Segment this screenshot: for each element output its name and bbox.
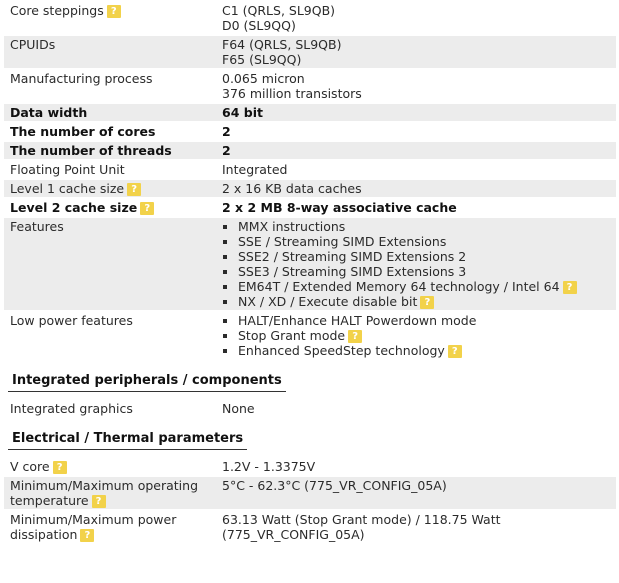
- list-item: [238, 313, 612, 328]
- list-item-text: SSE / Streaming SIMD Extensions: [238, 234, 447, 249]
- spec-label-cell: [4, 36, 216, 68]
- spec-value-cell: [216, 142, 616, 159]
- spec-value: 2: [222, 143, 231, 158]
- spec-value-cell: [216, 36, 616, 68]
- spec-label-cell: [4, 161, 216, 178]
- spec-value: D0 (SL9QQ): [222, 18, 296, 33]
- list-item-text: SSE3 / Streaming SIMD Extensions 3: [238, 264, 467, 279]
- spec-label: Core steppings: [10, 3, 104, 18]
- section-title-peripherals: Integrated peripherals / components: [8, 373, 286, 392]
- spec-row: [4, 2, 616, 34]
- spec-value: 5°C - 62.3°C (775_VR_CONFIG_05A): [222, 478, 447, 493]
- spec-value-cell: [216, 400, 616, 417]
- spec-value: F64 (QRLS, SL9QB): [222, 37, 342, 52]
- spec-value-cell: [216, 199, 616, 216]
- list-item: [238, 219, 612, 234]
- spec-row: [4, 180, 616, 197]
- question-mark-icon[interactable]: ?: [127, 183, 141, 196]
- features-list: [222, 219, 612, 309]
- spec-table-peripherals: [4, 398, 616, 419]
- spec-value: Integrated: [222, 162, 288, 177]
- spec-table-main: [4, 0, 616, 361]
- question-mark-icon[interactable]: ?: [448, 345, 462, 358]
- spec-value: 64 bit: [222, 105, 263, 120]
- spec-label: Features: [4, 218, 216, 310]
- list-item-text: EM64T / Extended Memory 64 technology / Intel 64: [238, 279, 560, 294]
- spec-row: [4, 104, 616, 121]
- spec-table-electrical: [4, 456, 616, 545]
- spec-value-cell: [216, 70, 616, 102]
- list-item-text: Stop Grant mode: [238, 328, 346, 343]
- list-item-text: Enhanced SpeedStep technology: [238, 343, 445, 358]
- spec-row: [4, 458, 616, 475]
- low_power-row: [4, 312, 616, 359]
- spec-value-cell: [216, 123, 616, 140]
- features-row: [4, 218, 616, 310]
- spec-value: F65 (SL9QQ): [222, 52, 302, 67]
- spec-label: V core: [10, 459, 50, 474]
- spec-value: 2 x 2 MB 8-way associative cache: [222, 200, 457, 215]
- spec-label-cell: [4, 511, 216, 543]
- spec-row: [4, 400, 616, 417]
- spec-row: [4, 36, 616, 68]
- list-item: [238, 343, 612, 358]
- spec-value: 2 x 16 KB data caches: [222, 181, 362, 196]
- spec-value: C1 (QRLS, SL9QB): [222, 3, 336, 18]
- list-item-text: NX / XD / Execute disable bit: [238, 294, 418, 309]
- spec-label: Integrated graphics: [10, 401, 133, 416]
- question-mark-icon[interactable]: ?: [107, 5, 121, 18]
- spec-label-cell: [4, 180, 216, 197]
- list-item-text: SSE2 / Streaming SIMD Extensions 2: [238, 249, 467, 264]
- low_power-list: [222, 313, 612, 358]
- spec-label-cell: [4, 2, 216, 34]
- spec-label-cell: [4, 458, 216, 475]
- question-mark-icon[interactable]: ?: [563, 281, 577, 294]
- spec-label-cell: [4, 477, 216, 509]
- list-item: [238, 294, 612, 309]
- question-mark-icon[interactable]: ?: [92, 495, 106, 508]
- spec-value-cell: [216, 312, 616, 359]
- spec-row: [4, 511, 616, 543]
- spec-label-cell: [4, 400, 216, 417]
- spec-label-cell: [4, 142, 216, 159]
- spec-value: 0.065 micron: [222, 71, 305, 86]
- spec-row: [4, 70, 616, 102]
- spec-value: (775_VR_CONFIG_05A): [222, 527, 365, 542]
- spec-value-cell: [216, 218, 616, 310]
- list-item: [238, 328, 612, 343]
- spec-value-cell: [216, 477, 616, 509]
- question-mark-icon[interactable]: ?: [80, 529, 94, 542]
- spec-label: The number of threads: [10, 143, 172, 158]
- spec-label: Floating Point Unit: [10, 162, 125, 177]
- list-item-text: HALT/Enhance HALT Powerdown mode: [238, 313, 477, 328]
- spec-value-cell: [216, 104, 616, 121]
- spec-label-cell: [4, 104, 216, 121]
- spec-label: Minimum/Maximum operating temperature: [10, 478, 199, 508]
- section-title-electrical: Electrical / Thermal parameters: [8, 431, 247, 450]
- question-mark-icon[interactable]: ?: [140, 202, 154, 215]
- spec-label: Level 1 cache size: [10, 181, 125, 196]
- spec-label: Minimum/Maximum power dissipation: [10, 512, 177, 542]
- spec-label-cell: [4, 199, 216, 216]
- spec-row: [4, 199, 616, 216]
- spec-label: Level 2 cache size: [10, 200, 138, 215]
- spec-value-cell: [216, 2, 616, 34]
- spec-label: The number of cores: [10, 124, 156, 139]
- spec-row: [4, 142, 616, 159]
- list-item: [238, 264, 612, 279]
- spec-value: None: [222, 401, 255, 416]
- spec-label-cell: [4, 123, 216, 140]
- question-mark-icon[interactable]: ?: [420, 296, 434, 309]
- spec-value-cell: [216, 180, 616, 197]
- spec-row: [4, 477, 616, 509]
- list-item: [238, 249, 612, 264]
- spec-label: Manufacturing process: [10, 71, 153, 86]
- spec-label: Low power features: [10, 313, 133, 328]
- spec-value-cell: [216, 511, 616, 543]
- spec-row: [4, 123, 616, 140]
- spec-value: 1.2V - 1.3375V: [222, 459, 316, 474]
- spec-value: 2: [222, 124, 231, 139]
- spec-label: Data width: [10, 105, 88, 120]
- spec-value-cell: [216, 458, 616, 475]
- list-item: [238, 234, 612, 249]
- spec-label: CPUIDs: [10, 37, 56, 52]
- spec-label-cell: [4, 70, 216, 102]
- spec-value-cell: [216, 161, 616, 178]
- question-mark-icon[interactable]: ?: [53, 461, 67, 474]
- spec-value: 63.13 Watt (Stop Grant mode) / 118.75 Watt: [222, 512, 501, 527]
- spec-row: [4, 161, 616, 178]
- list-item: [238, 279, 612, 294]
- spec-value: 376 million transistors: [222, 86, 362, 101]
- question-mark-icon[interactable]: ?: [348, 330, 362, 343]
- list-item-text: MMX instructions: [238, 219, 346, 234]
